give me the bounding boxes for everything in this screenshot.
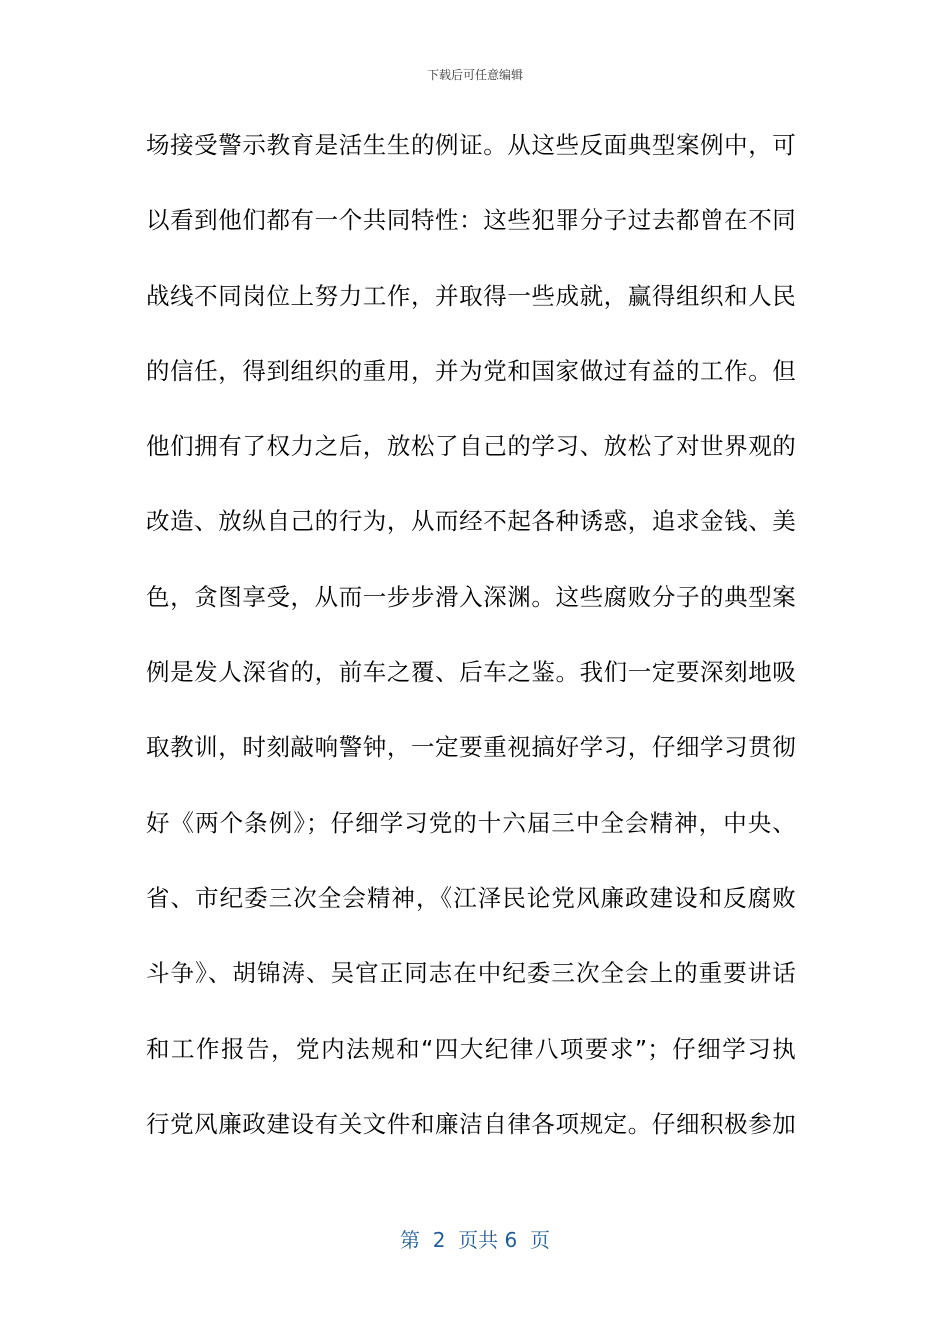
page-header: 下载后可任意编辑 [426, 68, 523, 82]
body-line: 例是发人深省的，前车之覆、后车之鉴。我们一定要深刻地吸 [146, 658, 796, 687]
body-line: 和工作报告，党内法规和“四大纪律八项要求”；仔细学习执 [146, 1034, 796, 1063]
body-line: 场接受警示教育是活生生的例证。从这些反面典型案例中，可 [146, 131, 796, 159]
body-line: 行党风廉政建设有关文件和廉洁自律各项规定。仔细积极参加 [146, 1109, 796, 1138]
body-line: 以看到他们都有一个共同特性：这些犯罪分子过去都曾在不同 [146, 206, 796, 235]
body-line: 好《两个条例》；仔细学习党的十六届三中全会精神，中央、 [146, 808, 796, 837]
body-text [146, 120, 796, 1174]
body-line: 他们拥有了权力之后，放松了自己的学习、放松了对世界观的 [146, 432, 796, 461]
body-line: 斗争》、胡锦涛、吴官正同志在中纪委三次全会上的重要讲话 [146, 959, 796, 988]
page-footer: 第 2 页共 6 页 [400, 1228, 550, 1252]
body-line: 省、市纪委三次全会精神，《江泽民论党风廉政建设和反腐败 [146, 883, 796, 912]
body-line: 的信任，得到组织的重用，并为党和国家做过有益的工作。但 [146, 356, 796, 385]
body-line: 战线不同岗位上努力工作，并取得一些成就，赢得组织和人民 [146, 281, 796, 310]
body-line: 改造、放纵自己的行为，从而经不起各种诱惑，追求金钱、美 [146, 507, 796, 536]
body-line: 取教训，时刻敲响警钟，一定要重视搞好学习，仔细学习贯彻 [146, 733, 796, 762]
body-line: 色，贪图享受，从而一步步滑入深渊。这些腐败分子的典型案 [146, 582, 796, 611]
